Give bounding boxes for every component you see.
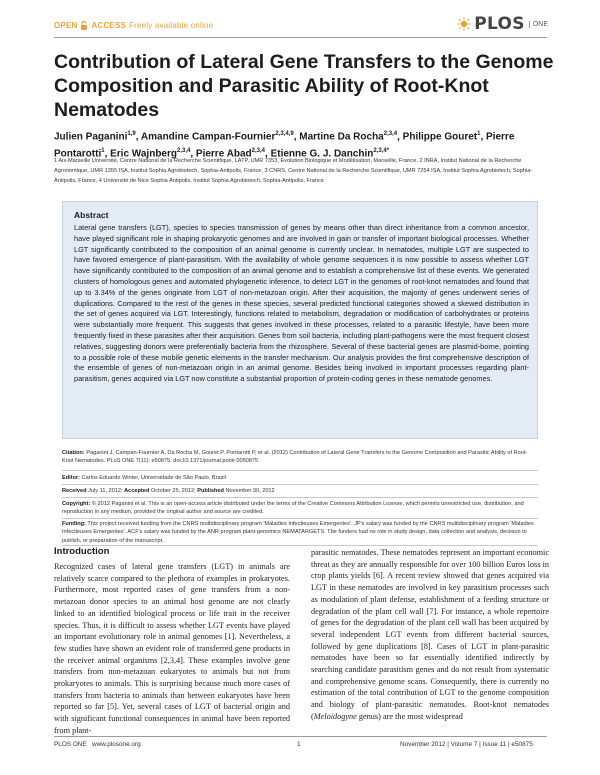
citation-text: Paganini J, Campan-Fournier A, Da Rocha M, Gouret P, Pontarotti P, et al. (2012) Contribution of Lateral Gene Transfers to the Genome Composition and Parasitic Ability of Root-Knot Nematodes. PLoS ONE 7(11): e50875. doi:10.1371/journal.pone.0050875 xyxy=(62,450,528,465)
editor-label: Editor: xyxy=(62,475,81,481)
meta-divider xyxy=(62,518,538,519)
article-title: Contribution of Lateral Gene Transfers to the Genome Composition and Parasitic Ability of Root-Knot Nematodes xyxy=(54,51,554,121)
accepted-date: October 25, 2012; xyxy=(150,488,196,494)
dates xyxy=(62,487,538,495)
open-label: OPEN xyxy=(54,21,78,30)
copyright-label: Copyright: xyxy=(62,501,91,507)
open-access-lock-icon xyxy=(80,21,88,30)
copyright-text: © 2012 Paganini et al. This is an open-access article distributed under the terms of the Creative Commons Attribution License, which permits unrestricted use, distribution, and reproduction in any medium, provided the original author and source are credited. xyxy=(62,501,524,516)
open-access-banner xyxy=(54,21,213,30)
genus-name: Meloidogyne xyxy=(313,711,357,721)
intro-right-column xyxy=(311,547,549,723)
affiliations: 1 Aix-Marseille Université, Centre National de la Recherche Scientifique, LATP, UMR 7353, Evolution Biologique et Modélisation, Marseille, France, 2 INRA, Institut National de la Recherche Agronomique, UMR 1355 ISA, Institut Sophia Agrobiotech, Sophia-Antipolis, France, 3 CNRS, Centre National de la Recherche Scientifique, UMR 7254 ISA, Institut Sophia Agrobiotech, Sophia-Antipolis, France, 4 Université de Nice Sophia Antipolis, Institut Sophia Agrobiotech, Sophia-Antipolis, France xyxy=(54,158,533,184)
page-number: 1 xyxy=(297,741,301,748)
footer-journal: PLOS ONE xyxy=(54,741,87,748)
meta-divider xyxy=(62,484,538,485)
published-label: Published xyxy=(197,488,224,494)
abstract-heading: Abstract xyxy=(74,210,109,220)
access-label: ACCESS xyxy=(91,21,127,30)
abstract-text: Lateral gene transfers (LGT), species to species transmission of genes by means other than direct inheritance from a common ancestor, have played significant role in shaping prokaryotic genomes and are involved in gain or transfer of important biological processes. Whether LGT significantly contributed to the composition of an animal genome is currently unclear. In nematodes, multiple LGT are suspected to have favored emergence of plant-parasitism. With the availability of whole genome sequences it is now possible to assess whether LGT have significantly contributed to the composition of an animal genome and to establish a comprehensive list of these events. We generated clusters of homologous genes and automated phylogenetic inference, to detect LGT in the genomes of root-knot nematodes and found that up to 3.34% of the genes originate from LGT of non-metazoan origin. After their acquisition, the majority of genes underwent series of duplications. Compared to the rest of the genes in these species, several predicted functional categories showed a skewed distribution in the set of genes acquired via LGT. Interestingly, functions related to metabolism, degradation or modification of carbohydrates or proteins were substantially more frequent. This suggests that genes involved in these processes, related to a parasitic lifestyle, have been more frequently fixed in these parasites after their acquisition. Genes from soil bacteria, including plant-pathogens were the most frequent closest relatives, suggesting donors were preferentially bacteria from the rhizosphere. Several of these bacterial genes are plasmid-borne, pointing to a possible role of these mobile genetic elements in the transfer mechanism. Our analysis provides the first comprehensive description of the ensemble of genes of non-metazoan origin in an animal genome. Besides being involved in important processes regarding plant-parasitism, genes acquired via LGT now constitute a substantial proportion of protein-coding genes in these nematode genomes. xyxy=(74,223,529,384)
meta-divider xyxy=(62,497,538,498)
citation-label: Citation: xyxy=(62,450,85,456)
editor xyxy=(62,474,538,482)
intro-right-tail: genus) are the most widespread xyxy=(356,711,463,721)
freely-available-label: Freely available online xyxy=(129,21,214,30)
footer-site-link[interactable]: www.plosone.org xyxy=(92,741,141,748)
received-date: July 11, 2012; xyxy=(88,488,123,494)
plos-brand: PLOS xyxy=(474,14,525,34)
funding xyxy=(62,520,538,545)
published-date: November 30, 2012 xyxy=(225,488,275,494)
abstract-box xyxy=(62,201,538,439)
copyright xyxy=(62,500,538,517)
accepted-label: Accepted xyxy=(124,488,150,494)
footer-issue: November 2012 | Volume 7 | Issue 11 | e50875 xyxy=(400,741,533,748)
received-label: Received xyxy=(62,488,87,494)
meta-divider xyxy=(62,470,538,471)
editor-text: Carlos Eduardo Winter, Universidade de São Paulo, Brazil xyxy=(81,475,226,481)
plos-one-logo[interactable] xyxy=(457,14,548,34)
author-list: Julien Paganini$^{1,9}$, Amandine Campan-Fournier$^{2,3,4,9}$, Martine Da Rocha$^{2,3,4}$, Philippe Gouret$^1$, Pierre Pontarotti$^1$, Eric Wajnberg$^{2,3,4}$, Pierre Abad$^{2,3,4}$, Etienne G. J. Danchin$^{2,3,4*}$ xyxy=(54,131,515,160)
header-divider xyxy=(54,37,547,38)
one-brand: ONE xyxy=(529,21,548,28)
introduction-heading: Introduction xyxy=(54,546,110,557)
meta-divider xyxy=(62,545,538,546)
plos-sun-icon xyxy=(457,17,471,31)
funding-label: Funding: xyxy=(62,521,86,527)
footer-divider xyxy=(54,736,547,737)
citation xyxy=(62,449,538,466)
intro-left-column: Recognized cases of lateral gene transfers (LGT) in animals are relatively scarce compared to the plethora of examples in prokaryotes. Furthermore, most reported cases of gene transfers from a non-metazoan donor species to an animal host genome are not clearly linked to an identified biological process or life trait in the receiver species. Thus, it is difficult to assess whether LGT events have played an important evolutionary role in animal genomes [1]. Nevertheless, a few studies have shown an evident role of transferred gene products in the receiver animal organisms [2,3,4]. These examples involve gene transfers from non-metazoan eukaryotes to animals but not from prokaryotes to animals. This is surprising because much more cases of transfers from bacteria to animals than between eukaryotes have been reported so far [5]. Yet, several cases of LGT of bacterial origin and with significant functional consequences in animal have been reported from plant- xyxy=(54,562,290,735)
funding-text: This project received funding from the CNRS multidisciplinary program 'Maladies Infectieuses Emergentes'. JP's salary was funded by the CNRS multidisciplinary program 'Maladies Infectieuses Emergentes'. ACF's salary was funded by the ANR program plant-genomics NEMATARGETS. The funders had no role in study design, data collection and analysis, decision to publish, or preparation of the manuscript. xyxy=(62,521,534,544)
intro-right-text: parasitic nematodes. These nematodes represent an important economic threat as they are annually responsible for over 100 billion Euros loss in crop plants yields [6]. A recent review showed that genes acquired via LGT in these nematodes are involved in key parasitism processes such as modulation of plant defense, establishment of a feeding structure or degradation of the plant cell wall [7]. For instance, a whole repertoire of genes for the degradation of the plant cell wall has been acquired by several independent LGT events from different bacterial sources, followed by gene duplications [8]. Cases of LGT in plant-parasitic nematodes have been so far essentially identified indirectly by searching candidate parasitism genes and do not result from systematic and comprehensive genome scans. Consequently, there is currently no estimation of the total contribution of LGT to the genome composition and biology of plant-parasitic nematodes. Root-knot nematodes ( xyxy=(311,548,549,721)
